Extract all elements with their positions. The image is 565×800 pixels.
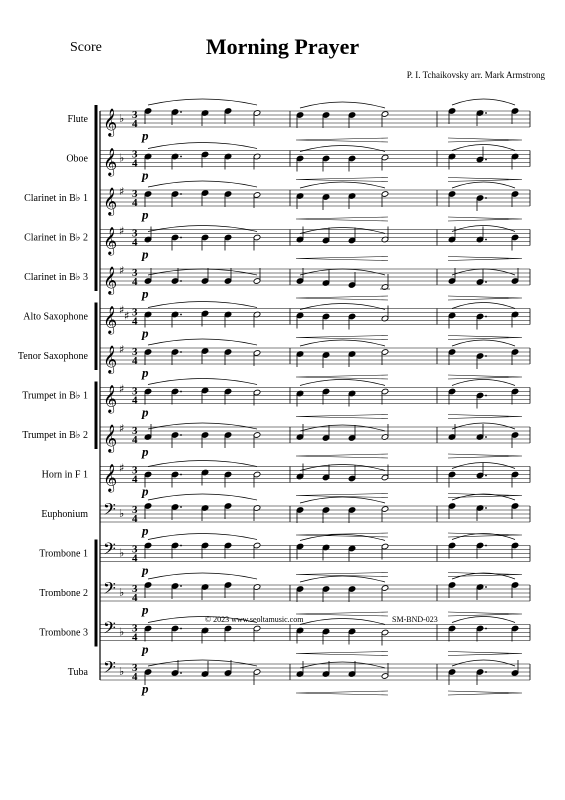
time-signature-bottom: 4 (132, 513, 138, 525)
treble-clef-icon: 𝄞 (103, 345, 118, 373)
treble-clef-icon: 𝄞 (103, 226, 118, 255)
time-signature-bottom: 4 (132, 671, 138, 683)
decrescendo-hairpin (448, 336, 522, 340)
slur (148, 143, 257, 149)
time-signature-bottom: 4 (132, 631, 138, 644)
time-signature-bottom: 4 (132, 276, 138, 288)
decrescendo-hairpin (448, 296, 522, 300)
instrument-label: Tenor Saxophone (17, 351, 88, 362)
slur (452, 269, 515, 275)
sharp-icon: ♯ (119, 264, 125, 277)
slur (148, 461, 257, 467)
decrescendo-hairpin (448, 257, 522, 261)
note-dot (485, 112, 487, 114)
instrument-label: Clarinet in B♭ 1 (24, 193, 88, 204)
copyright-notice: © 2023 www.seoltamusic.com (205, 615, 304, 624)
decrescendo-hairpin (448, 217, 522, 221)
sharp-icon: ♯ (119, 343, 125, 356)
bass-clef-icon: 𝄢 (103, 578, 116, 602)
time-signature-top: 3 (132, 188, 138, 200)
slur (452, 380, 515, 386)
decrescendo-hairpin (448, 415, 522, 419)
flat-icon: ♭ (119, 665, 125, 678)
instrument-label: Horn in F 1 (41, 469, 88, 481)
slur (148, 660, 257, 666)
note-dot (180, 585, 182, 587)
time-signature-top: 3 (132, 622, 138, 635)
slur (452, 145, 515, 151)
slur (452, 303, 515, 309)
flat-icon: ♭ (119, 112, 125, 125)
note-dot (180, 237, 182, 239)
slur (300, 425, 385, 431)
time-signature-bottom: 4 (132, 434, 138, 446)
flat-icon: ♭ (119, 507, 125, 520)
slur (148, 226, 257, 232)
note-dot (485, 671, 487, 673)
crescendo-hairpin (296, 691, 388, 695)
note-dot (485, 355, 487, 357)
time-signature-top: 3 (132, 148, 138, 161)
instrument-label: Trombone 1 (39, 548, 88, 560)
time-signature-bottom: 4 (132, 394, 138, 407)
instrument-label: Euphonium (41, 509, 88, 520)
time-signature-bottom: 4 (132, 197, 138, 209)
dynamic-marking: p (142, 444, 149, 459)
slur (452, 463, 515, 469)
slur (148, 423, 257, 429)
slur (300, 340, 385, 346)
time-signature-top: 3 (132, 504, 138, 516)
instrument-label: Clarinet in B♭ 3 (24, 272, 88, 283)
crescendo-hairpin (296, 296, 388, 300)
instrument-label: Clarinet in B♭ 2 (24, 232, 88, 244)
dynamic-marking: p (142, 523, 149, 538)
dynamic-marking: p (142, 602, 149, 617)
note-dot (485, 628, 487, 630)
treble-clef-icon: 𝄞 (103, 108, 118, 136)
slur (148, 339, 257, 345)
slur (300, 228, 385, 234)
note-dot (485, 586, 487, 588)
instrument-label: Oboe (66, 153, 88, 165)
time-signature-top: 3 (132, 583, 138, 595)
slur (452, 340, 515, 346)
sharp-icon: ♯ (119, 422, 125, 435)
slur (452, 99, 515, 105)
time-signature-top: 3 (132, 227, 138, 240)
slur (148, 534, 257, 540)
crescendo-hairpin (296, 217, 388, 221)
dynamic-marking: p (142, 246, 149, 262)
crescendo-hairpin (296, 375, 388, 379)
time-signature-bottom: 4 (132, 552, 138, 565)
crescendo-hairpin (296, 533, 388, 537)
dynamic-marking: p (142, 325, 149, 341)
slur (300, 102, 385, 108)
slur (148, 302, 257, 308)
slur (300, 465, 385, 471)
time-signature-top: 3 (132, 267, 138, 279)
note-dot (180, 545, 182, 547)
slur (300, 576, 385, 582)
time-signature-top: 3 (132, 385, 138, 398)
note-dot (485, 395, 487, 397)
note-dot (485, 239, 487, 241)
note-dot (180, 628, 182, 630)
time-signature-top: 3 (132, 109, 138, 121)
time-signature-bottom: 4 (132, 157, 138, 170)
note-dot (180, 156, 182, 158)
note-dot (180, 506, 182, 508)
dynamic-marking: p (142, 483, 149, 499)
slur (452, 226, 515, 232)
note-dot (485, 436, 487, 438)
time-signature-top: 3 (132, 464, 138, 477)
instrument-label: Trombone 3 (39, 627, 88, 639)
time-signature-bottom: 4 (132, 118, 138, 130)
note-dot (180, 193, 182, 195)
decrescendo-hairpin (448, 138, 522, 142)
note-dot (485, 475, 487, 477)
dynamic-marking: p (142, 286, 149, 301)
decrescendo-hairpin (448, 652, 522, 656)
dynamic-marking: p (142, 404, 149, 420)
dynamic-marking: p (142, 562, 149, 578)
sharp-icon: ♯ (119, 303, 125, 317)
flat-icon: ♭ (119, 586, 125, 599)
time-signature-top: 3 (132, 425, 138, 437)
note-dot (485, 197, 487, 199)
treble-clef-icon: 𝄞 (103, 384, 118, 413)
crescendo-hairpin (296, 138, 388, 142)
treble-clef-icon: 𝄞 (103, 305, 118, 334)
instrument-label: Trombone 2 (39, 588, 88, 599)
treble-clef-icon: 𝄞 (103, 463, 118, 492)
slur (452, 182, 515, 188)
score-label: Score (70, 40, 102, 55)
slur (300, 619, 385, 625)
slur (148, 99, 257, 105)
time-signature-bottom: 4 (132, 236, 138, 249)
decrescendo-hairpin (448, 691, 522, 695)
note-dot (180, 672, 182, 674)
composer-credit: P. I. Tchaikovsky arr. Mark Armstrong (406, 70, 545, 80)
time-signature-top: 3 (132, 543, 138, 556)
note-dot (485, 545, 487, 547)
treble-clef-icon: 𝄞 (103, 147, 118, 176)
note-dot (180, 391, 182, 393)
note-dot (180, 314, 182, 316)
note-dot (485, 316, 487, 318)
slur (452, 617, 515, 623)
instrument-label: Tuba (67, 667, 88, 678)
note-dot (180, 351, 182, 353)
crescendo-hairpin (296, 336, 388, 340)
note-dot (180, 280, 182, 282)
dynamic-marking: p (142, 207, 149, 222)
note-dot (180, 434, 182, 436)
instrument-label: Trumpet in B♭ 2 (22, 430, 88, 441)
slur (300, 662, 385, 668)
dynamic-marking: p (142, 365, 149, 380)
sharp-icon: ♯ (119, 185, 125, 198)
treble-clef-icon: 𝄞 (103, 266, 118, 294)
slur (300, 497, 385, 503)
time-signature-top: 3 (132, 306, 138, 319)
crescendo-hairpin (296, 178, 388, 182)
crescendo-hairpin (296, 454, 388, 458)
slur (148, 269, 257, 275)
time-signature-bottom: 4 (132, 355, 138, 367)
time-signature-bottom: 4 (132, 315, 138, 328)
dynamic-marking: p (142, 167, 149, 183)
time-signature-top: 3 (132, 346, 138, 358)
slur (148, 379, 257, 385)
time-signature-bottom: 4 (132, 592, 138, 604)
dynamic-marking: p (142, 128, 149, 143)
note-dot (180, 474, 182, 476)
slur (148, 181, 257, 187)
dynamic-marking: p (142, 641, 149, 657)
sharp-icon: ♯ (119, 382, 125, 396)
note-dot (485, 159, 487, 161)
sharp-icon: ♯ (124, 309, 130, 323)
flat-icon: ♭ (119, 625, 125, 639)
page-title: Morning Prayer (205, 34, 360, 59)
slur (300, 380, 385, 386)
note-dot (485, 507, 487, 509)
instrument-label: Alto Saxophone (23, 311, 88, 323)
flat-icon: ♭ (119, 546, 125, 560)
treble-clef-icon: 𝄞 (103, 187, 118, 215)
decrescendo-hairpin (448, 375, 522, 379)
note-dot (485, 281, 487, 283)
sharp-icon: ♯ (119, 224, 125, 238)
crescendo-hairpin (296, 415, 388, 419)
bass-clef-icon: 𝄢 (103, 538, 116, 563)
time-signature-bottom: 4 (132, 473, 138, 486)
slur (300, 182, 385, 188)
slur (148, 573, 257, 579)
dynamic-marking: p (142, 681, 149, 696)
slur (452, 660, 515, 666)
slur (452, 423, 515, 429)
note-dot (180, 111, 182, 113)
slur (148, 494, 257, 500)
catalog-code: SM-BND-023 (392, 615, 438, 624)
treble-clef-icon: 𝄞 (103, 424, 118, 452)
crescendo-hairpin (296, 612, 388, 616)
instrument-label: Flute (67, 114, 88, 125)
sharp-icon: ♯ (119, 461, 125, 475)
slur (300, 269, 385, 275)
decrescendo-hairpin (448, 178, 522, 182)
decrescendo-hairpin (448, 454, 522, 458)
decrescendo-hairpin (448, 612, 522, 616)
flat-icon: ♭ (119, 151, 125, 165)
crescendo-hairpin (296, 257, 388, 261)
time-signature-top: 3 (132, 662, 138, 674)
bass-clef-icon: 𝄢 (103, 617, 116, 642)
instrument-label: Trumpet in B♭ 1 (22, 390, 88, 402)
bass-clef-icon: 𝄢 (103, 499, 116, 523)
bass-clef-icon: 𝄢 (103, 657, 116, 681)
crescendo-hairpin (296, 652, 388, 656)
